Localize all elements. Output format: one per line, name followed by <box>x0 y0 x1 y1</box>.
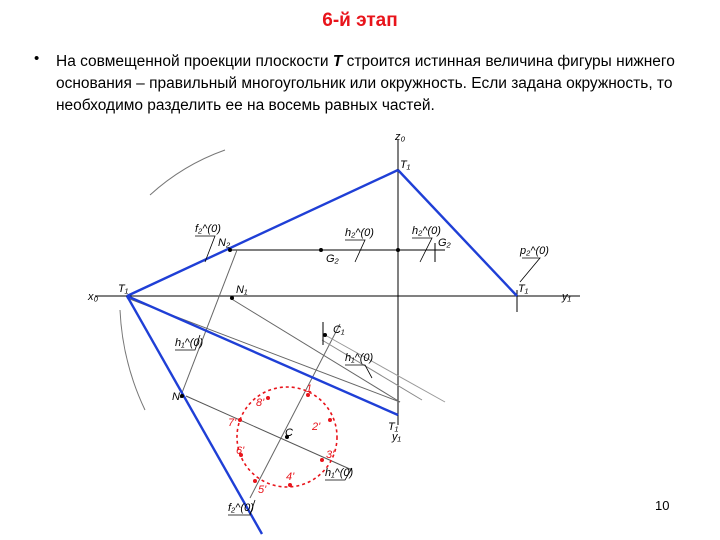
paragraph-plane-letter: T <box>332 53 343 70</box>
label-n2: N₂ <box>218 237 231 249</box>
label-t1-top: T₁ <box>400 159 411 171</box>
label-center-c: C <box>285 427 293 439</box>
point-g2 <box>319 248 323 252</box>
label-c1: C₁ <box>333 324 345 336</box>
label-h1-low: h₁^(0) <box>325 467 354 479</box>
slide-title: 6-й этап <box>322 10 398 31</box>
plane-traces <box>127 170 517 534</box>
label-x0: x₀ <box>88 291 99 303</box>
paragraph-part-1: На совмещенной проекции плоскости <box>56 53 333 70</box>
construction-lines <box>95 140 580 498</box>
circle-point-labels <box>228 383 335 496</box>
label-point-5: 5' <box>258 484 267 496</box>
division-point-7 <box>238 418 242 422</box>
division-point-3 <box>320 458 324 462</box>
division-point-5 <box>253 479 257 483</box>
label-h1-left: h₁^(0) <box>175 337 204 349</box>
label-p2: p₂^(0) <box>520 245 549 257</box>
label-t1-right: T₁ <box>518 283 529 295</box>
point-g <box>323 333 327 337</box>
division-point-8 <box>266 396 270 400</box>
leader-f2-top <box>195 236 215 262</box>
label-f2-bottom: f₂^(0) <box>228 502 254 514</box>
bullet-marker: • <box>34 50 40 67</box>
label-y1-axis: y₁ <box>562 291 571 303</box>
label-z0: z₀ <box>395 131 406 143</box>
label-t1-left: T₁ <box>118 283 129 295</box>
label-f2-top: f₂^(0) <box>195 223 221 235</box>
label-point-4: 4' <box>286 471 295 483</box>
label-point-3: 3' <box>326 449 335 461</box>
label-n-low: N <box>172 391 180 403</box>
page-number: 10 <box>655 498 670 513</box>
label-point-2: 2' <box>312 421 321 433</box>
label-h2-right: h₂^(0) <box>412 225 441 237</box>
label-point-6: 6' <box>236 445 245 457</box>
arc-upper <box>150 150 225 195</box>
label-n1: N₁ <box>236 284 248 296</box>
division-point-4 <box>288 483 292 487</box>
point-axis-g2 <box>396 248 400 252</box>
label-point-7: 7' <box>228 417 237 429</box>
trace-f-bottom <box>127 296 262 534</box>
label-point-8: 8' <box>256 397 265 409</box>
label-t1-bottom: T₁ <box>388 421 399 433</box>
leader-p2 <box>520 258 540 282</box>
label-h1-right: h₁^(0) <box>345 352 374 364</box>
revolution-arcs <box>120 150 225 410</box>
label-g2: G₂ <box>326 253 339 265</box>
leader-h2-left <box>345 240 365 262</box>
label-h2-left: h₂^(0) <box>345 227 374 239</box>
construction-points <box>180 248 400 439</box>
division-point-2 <box>328 418 332 422</box>
label-point-1: 1 <box>306 383 313 395</box>
arc-lower <box>120 310 145 410</box>
projection-line-n1 <box>230 298 400 402</box>
point-n <box>180 394 184 398</box>
label-g-upper: G₂ <box>438 237 451 249</box>
paragraph-part-2: строится истинная величина фигуры нижнего основания – правильный многоугольник или окружность. Если задана окружность, то необходимо разделить ее на восемь равных частей. <box>56 53 675 114</box>
label-y1-bottom: y₁ <box>392 431 401 443</box>
point-n1 <box>230 296 234 300</box>
